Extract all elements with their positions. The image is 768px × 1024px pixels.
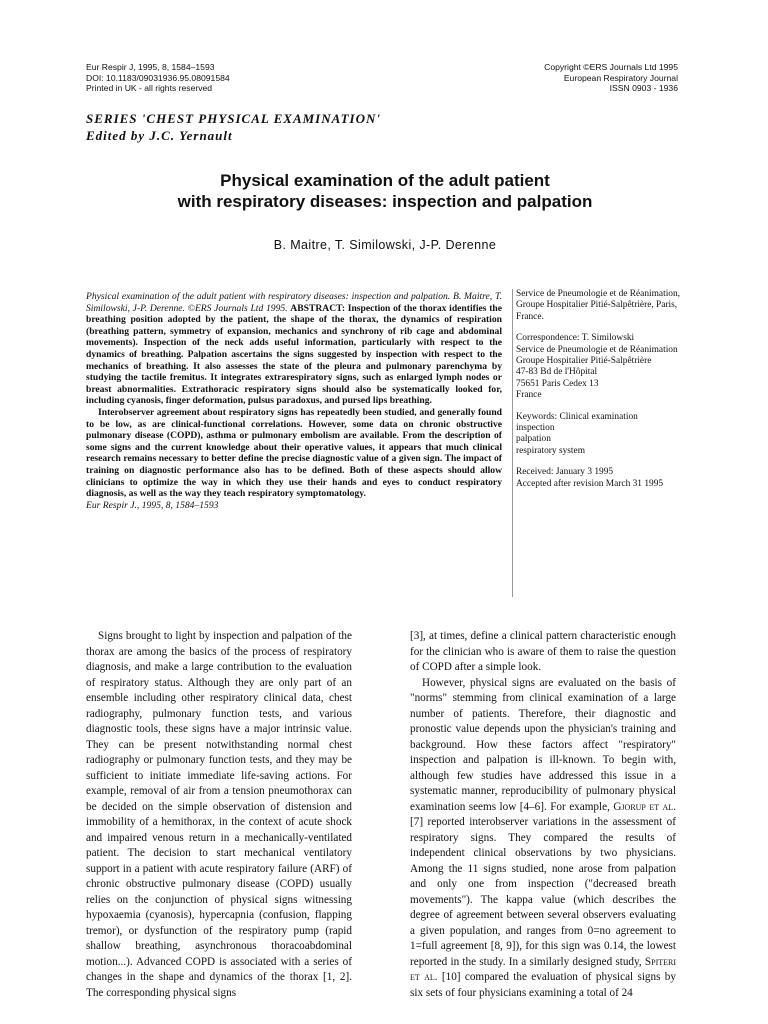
series-title: SERIES 'CHEST PHYSICAL EXAMINATION' xyxy=(86,111,381,126)
abstract-source: Eur Respir J., 1995, 8, 1584–1593 xyxy=(86,499,219,511)
journal-citation-header xyxy=(86,62,230,94)
body-column-right xyxy=(410,629,676,1001)
abstract-block xyxy=(86,291,502,511)
series-heading xyxy=(86,110,381,144)
correspondence-line: 75651 Paris Cedex 13 xyxy=(516,378,599,389)
keywords-block xyxy=(516,412,706,458)
body-paragraph xyxy=(410,676,676,1002)
header-left-line: Printed in UK - all rights reserved xyxy=(86,83,213,93)
correspondence-block xyxy=(516,333,706,401)
keyword-line: Keywords: Clinical examination xyxy=(516,411,638,422)
accepted-date: Accepted after revision March 31 1995 xyxy=(516,478,664,489)
abstract-citation: Physical examination of the adult patient with respiratory diseases: inspection and palpation. B. Maitre, T. Similowski, J-P. Derenne. ©ERS Journals Ltd 1995. xyxy=(86,291,502,314)
header-right-line: Copyright ©ERS Journals Ltd 1995 xyxy=(544,62,678,72)
body-column-left xyxy=(86,629,352,1001)
header-right-line: European Respiratory Journal xyxy=(563,72,678,83)
keyword-line: palpation xyxy=(516,434,551,445)
correspondence-line: Service de Pneumologie et de Réanimation xyxy=(516,344,678,355)
sidebar-divider xyxy=(512,289,513,597)
header-left-line: DOI: 10.1183/09031936.95.08091584 xyxy=(86,72,230,83)
body-text: [7] reported interobserver variations in the assessment of respiratory signs. They compared the results of independent clinical observations by two physicians. Among the 11 signs studied, none arose from palpation and only one from inspection ("decreased breath movements"). The kappa value (which describes the degree of agreement between several observers evaluating a given population, and ranges from 0=no agreement to 1=full agreement [8, 9]), for this sign was 0.14, the lowest reported in the study. In a similarly designed study, xyxy=(410,816,676,968)
affiliation-line: France. xyxy=(516,311,544,322)
header-left-line: Eur Respir J, 1995, 8, 1584–1593 xyxy=(86,62,215,72)
copyright-header xyxy=(544,62,678,94)
article-title xyxy=(86,170,684,212)
article-title-line: with respiratory diseases: inspection and palpation xyxy=(177,192,593,211)
series-editor: Edited by J.C. Yernault xyxy=(86,128,233,143)
correspondence-line: Groupe Hospitalier Pitié-Salpêtrière xyxy=(516,356,652,367)
cited-author: Gjorup et al. xyxy=(613,800,676,813)
header-right-line: ISSN 0903 - 1936 xyxy=(609,83,678,93)
keyword-line: respiratory system xyxy=(516,445,585,456)
body-paragraph: [3], at times, define a clinical pattern characteristic enough for the clinician who is aware of them to raise the question of COPD after a simple look. xyxy=(410,630,676,673)
article-sidebar xyxy=(516,289,706,500)
dates-block xyxy=(516,467,706,490)
affiliation-line: Groupe Hospitalier Pitié-Salpêtrière, Paris, xyxy=(516,300,678,311)
correspondence-line: Correspondence: T. Similowski xyxy=(516,333,635,344)
body-paragraph: Signs brought to light by inspection and palpation of the thorax are among the basics of the process of respiratory diagnosis, and make a large contribution to the evaluation of respiratory status. Although they are only part of an ensemble including other respiratory clinical data, chest radiography, pulmonary function tests, and various diagnostic tools, these signs have a major intrinsic value. They can be present notwithstanding normal chest radiography or pulmonary function tests, and they may be sufficient to initiate immediate life-saving actions. For example, removal of air from a tension pneumothorax can be decided on the simple observation of distension and immobility of a hemithorax, in the context of acute shock and impaired venous return in a mechanically-ventilated patient. The decision to start mechanical ventilatory support in a patient with acute respiratory failure (ARF) of chronic obstructive pulmonary disease (COPD) usually relies on the conjunction of physical signs witnessing hypoxaemia (cyanosis), hypercapnia (confusion, flapping tremor), or dysfunction of the respiratory pump (rapid shallow breathing, asynchronous thoracoabdominal motion...). Advanced COPD is associated with a series of changes in the shape and dynamics of the thorax [1, 2]. The corresponding physical signs xyxy=(86,630,352,999)
correspondence-line: France xyxy=(516,390,542,401)
abstract-paragraph: Interobserver agreement about respiratory signs has repeatedly been studied, and generally found to be low, as are clinical-functional correlations. However, some data on chronic obstructive pulmonary disease (COPD), asthma or pulmonary embolism are available. From the description of some signs and the current knowledge about their operative values, it appears that much clinical research remains necessary to better define the precise diagnostic value of a given sign. The impact of training on diagnostic performance also has to be defined. Both of these aspects should allow clinicians to optimize the way in which they use their hands and eyes to conduct respiratory diagnosis, as well as the way they teach respiratory symptomatology. xyxy=(86,406,502,500)
body-text: [10] compared the evaluation of physical signs by six sets of four physicians examining a total of 24 xyxy=(410,971,676,999)
affiliation-line: Service de Pneumologie et de Réanimation, xyxy=(516,289,681,299)
body-text: However, physical signs are evaluated on the basis of "norms" stemming from clinical examination of a large number of patients. Therefore, their diagnostic and pronostic value depends upon the physician's training and background. How these factors affect "respiratory" inspection and palpation is ill-known. To begin with, although few studies have addressed this issue in a systematic manner, reproducibility of pulmonary physical examination seems low [4–6]. For example, xyxy=(410,676,676,813)
abstract-paragraph: ABSTRACT: Inspection of the thorax identifies the breathing position adopted by the patient, the shape of the thorax, the dynamics of respiration (breathing pattern, symmetry of expansion, mechanics and synchrony of rib cage and abdominal movements). Inspection of the neck adds useful information, particularly with respect to the dynamics of breathing. Palpation ascertains the signs suggested by inspection with respect to the mechanics of breathing. It also assesses the state of the pleura and pulmonary parenchyma by studying the tactile fremitus. It integrates extrarespiratory signs, such as enlarged lymph nodes or breast abnormalities. Extrathoracic respiratory signs should also be systematically looked for, including cyanosis, finger deformation, pulsus paradoxus, and pursed lips breathing. xyxy=(86,302,502,407)
correspondence-line: 47-83 Bd de l'Hôpital xyxy=(516,367,598,378)
affiliation-block xyxy=(516,289,706,323)
article-title-line: Physical examination of the adult patient xyxy=(220,171,550,190)
keyword-line: inspection xyxy=(516,423,555,434)
cited-author: Spiteri et al. xyxy=(410,955,677,983)
received-date: Received: January 3 1995 xyxy=(516,467,614,478)
author-list: B. Maitre, T. Similowski, J-P. Derenne xyxy=(273,238,497,252)
